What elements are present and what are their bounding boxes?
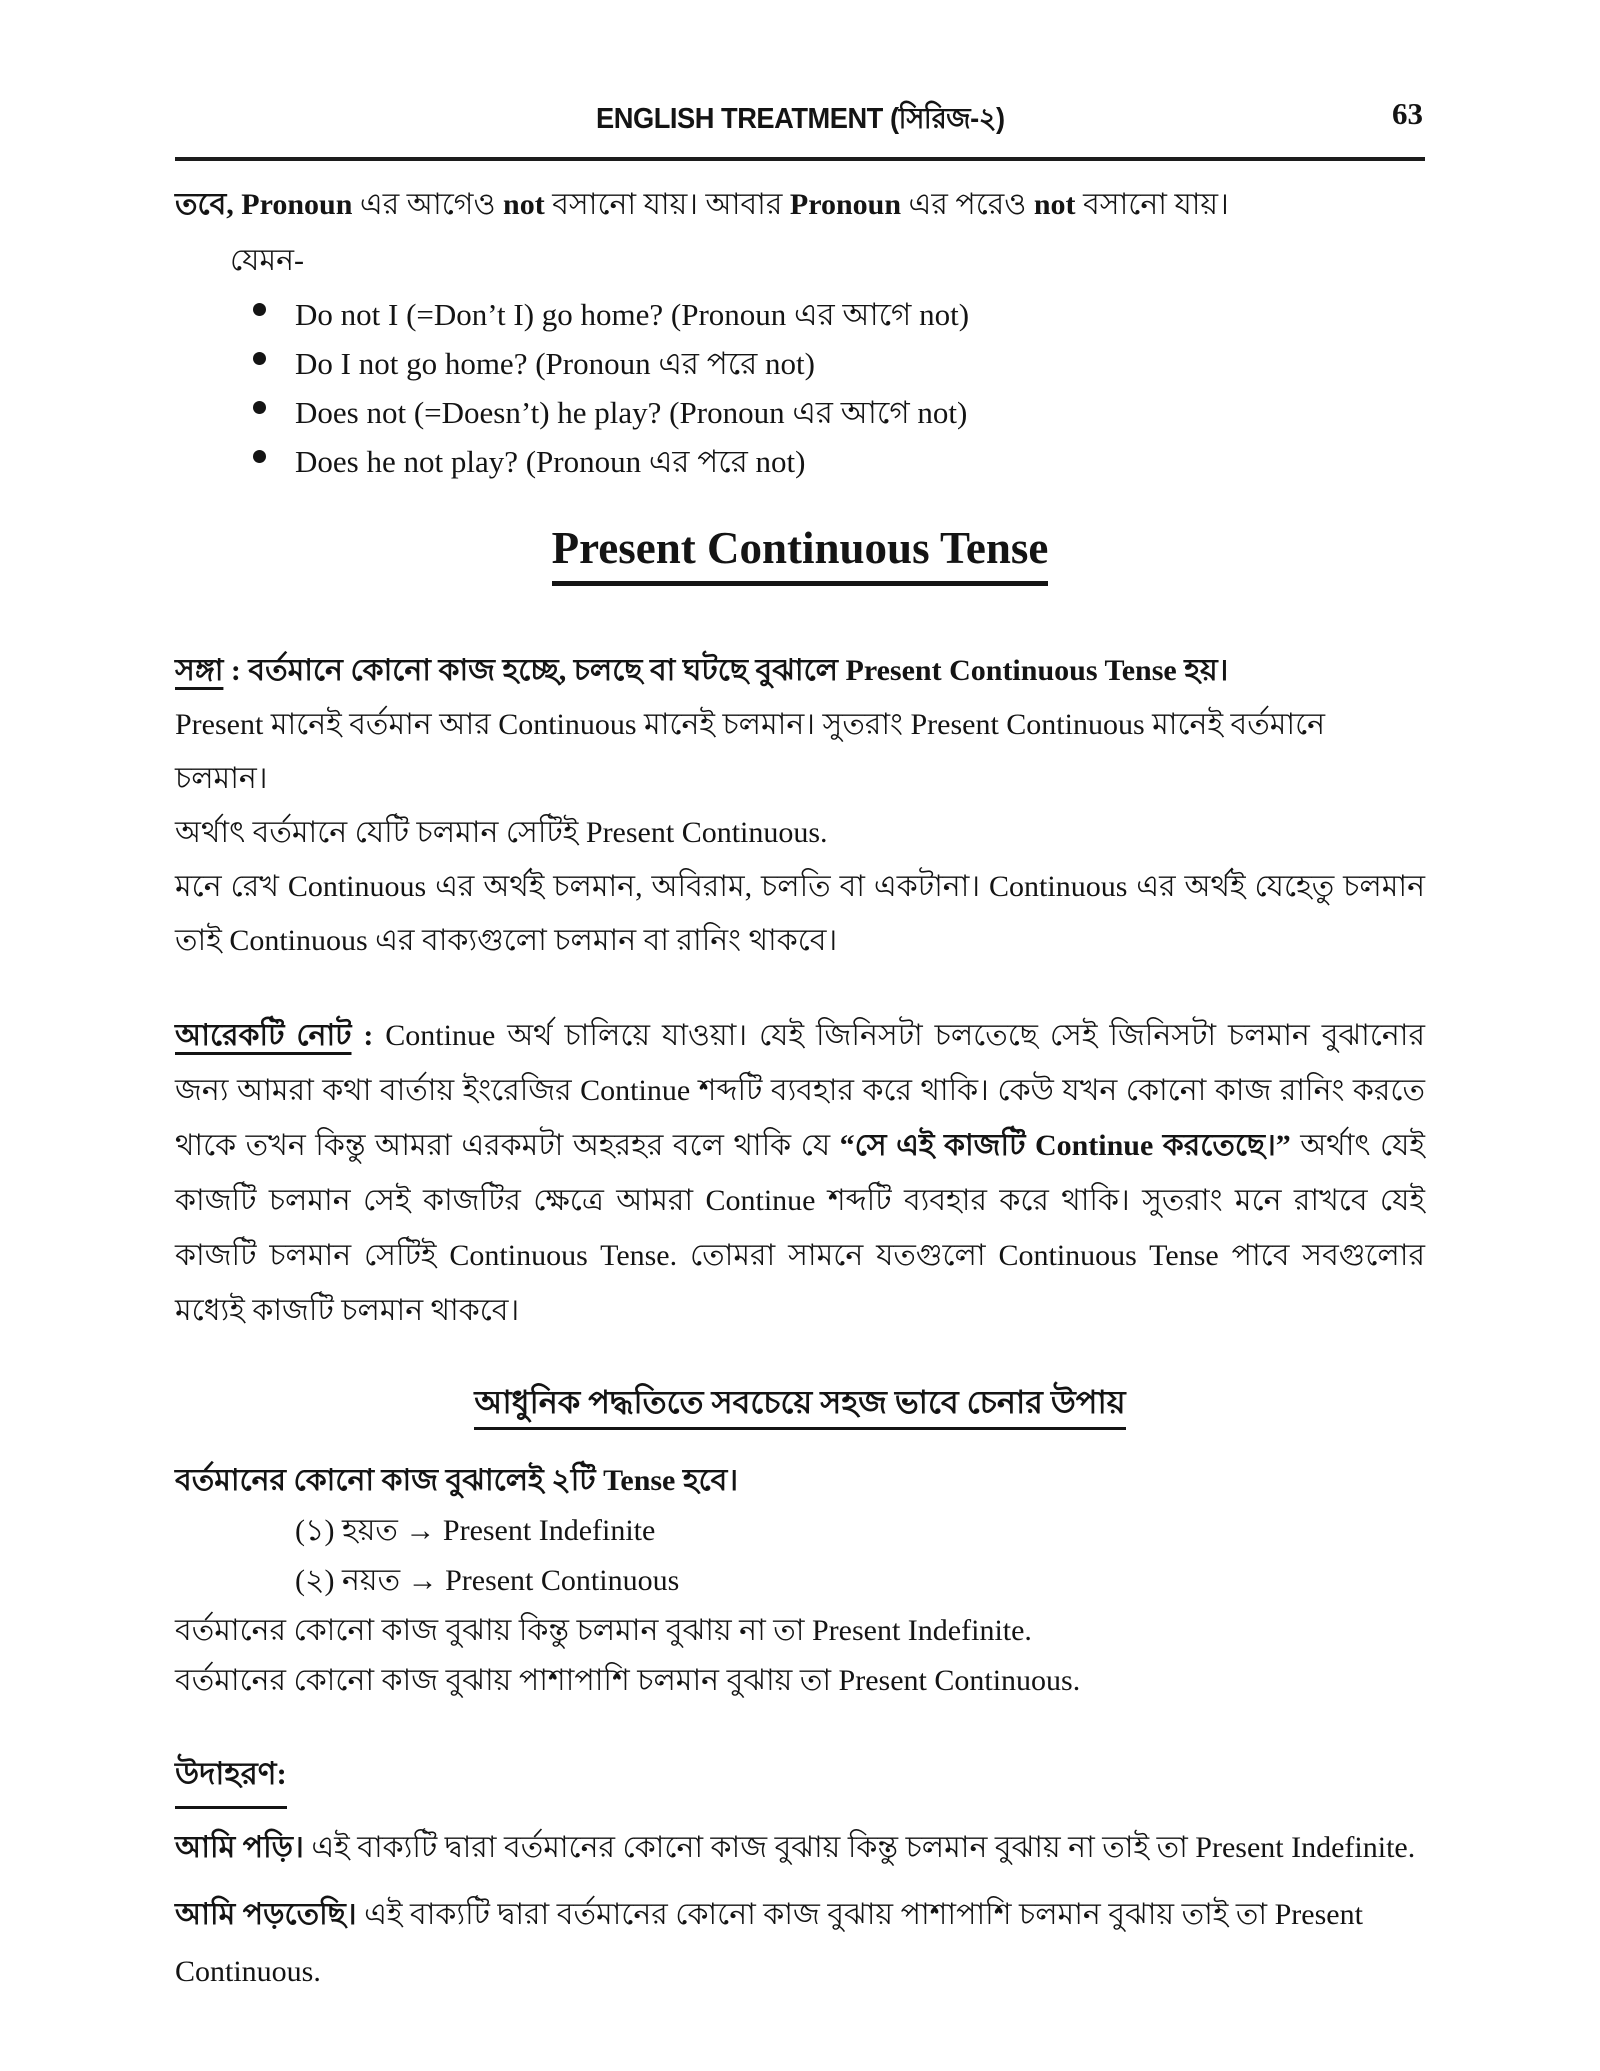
definition-line: [175, 644, 1425, 698]
bullet-icon: [253, 303, 266, 316]
list-item: [253, 348, 1425, 380]
text-run: হয়।: [1176, 654, 1229, 687]
method-rule: বর্তমানের কোনো কাজ বুঝায় পাশাপাশি চলমান বুঝায় তা Present Continuous.: [175, 1664, 1081, 1697]
examples-heading: উদাহরণ:: [175, 1750, 287, 1809]
text-run: “সে এই কাজটি Continue করতেছে।”: [839, 1129, 1291, 1162]
section-title: Present Continuous Tense: [552, 522, 1049, 586]
page-header: [175, 96, 1425, 145]
body-paragraph: মনে রেখ Continuous এর অর্থই চলমান, অবিরাম, চলতি বা একটানা। Continuous এর অর্থই যেহেতু চলমান তাই Continuous এর বাক্যগুলো চলমান বা রানিং থাকবে।: [175, 870, 1425, 957]
question-text: Does he not play? (Pronoun এর পরে not): [295, 444, 806, 479]
text-run: এর পরেও: [901, 188, 1034, 221]
text-run: বর্তমানে কোনো কাজ হচ্ছে, চলছে বা ঘটছে বুঝালে: [248, 654, 846, 687]
text-run: Continue অর্থ চালিয়ে যাওয়া। যেই জিনিসটা চলতেছে সেই জিনিসটা চলমান বুঝানোর জন্য আমরা কথা বার্তায় ইংরেজির Continue শব্দটি ব্যবহার করে থাকি। কেউ যখন কোনো কাজ রানিং করতে থাকে তখন কিন্তু আমরা এরকমটা অহরহর বলে থাকি যে: [175, 1019, 1425, 1162]
text-run: এই বাক্যটি দ্বারা বর্তমানের কোনো কাজ বুঝায় পাশাপাশি চলমান বুঝায় তাই তা Present Continuous.: [175, 1898, 1363, 1988]
list-item: [253, 397, 1425, 429]
method-heading-wrap: [175, 1382, 1425, 1430]
example-label: যেমন-: [230, 244, 305, 277]
method-option: (২) নয়ত → Present Continuous: [295, 1564, 680, 1597]
bullet-icon: [253, 450, 266, 463]
text-run: Pronoun: [241, 188, 353, 221]
note-paragraph: [175, 1008, 1425, 1338]
list-item: [253, 299, 1425, 331]
text-run: এর আগেও: [352, 188, 504, 221]
text-run: সঙ্গা: [175, 654, 224, 687]
body-line: Present মানেই বর্তমান আর Continuous মানেই চলমান। সুতরাং Present Continuous মানেই বর্তমানে চলমান।: [175, 708, 1326, 795]
text-run: Pronoun: [789, 188, 902, 221]
text-run: এই বাক্যটি দ্বারা বর্তমানের কোনো কাজ বুঝায় কিন্তু চলমান বুঝায় না তাই তা Present Indefinite.: [303, 1831, 1416, 1864]
text-run: not: [503, 188, 545, 221]
text-run: তবে,: [175, 188, 242, 221]
header-rule: [175, 157, 1425, 161]
question-text: Do not I (=Don’t I) go home? (Pronoun এর আগে not): [295, 297, 970, 332]
text-run: আমি পড়তেছি।: [175, 1898, 357, 1931]
question-list: [175, 299, 1425, 478]
method-option: (১) হয়ত → Present Indefinite: [295, 1514, 656, 1547]
section-title-wrap: [175, 522, 1425, 586]
text-run: আরেকটি নোট: [175, 1019, 352, 1052]
running-title: ENGLISH TREATMENT (সিরিজ-২): [595, 103, 1005, 135]
example-line: [175, 1819, 1425, 1876]
bullet-icon: [253, 352, 266, 365]
text-run: আমি পড়ি।: [175, 1831, 304, 1864]
page-content: [175, 0, 1425, 2000]
text-run: অর্থাৎ যেই কাজটি চলমান সেই কাজটির ক্ষেত্রে আমরা Continue শব্দটি ব্যবহার করে থাকি। সুতরাং মনে রাখবে যেই কাজটি চলমান সেটিই Continuous Tense. তোমরা সামনে যতগুলো Continuous Tense পাবে সবগুলোর মধ্যেই কাজটি চলমান থাকবে।: [175, 1129, 1425, 1327]
body-line: অর্থাৎ বর্তমানে যেটি চলমান সেটিই Present Continuous.: [175, 816, 828, 849]
method-lead: বর্তমানের কোনো কাজ বুঝালেই ২টি Tense হবে।: [175, 1464, 739, 1497]
text-run: Present Continuous Tense: [845, 654, 1177, 687]
question-text: Do I not go home? (Pronoun এর পরে not): [295, 346, 815, 381]
text-run: বসানো যায়।: [1075, 188, 1229, 221]
page-number: 63: [1392, 96, 1423, 131]
intro-paragraph: [175, 183, 1425, 227]
bullet-icon: [253, 401, 266, 414]
text-run: বসানো যায়। আবার: [544, 188, 790, 221]
question-text: Does not (=Doesn’t) he play? (Pronoun এর আগে not): [295, 395, 968, 430]
example-line: [175, 1886, 1425, 2000]
examples-heading-wrap: [175, 1750, 1425, 1809]
list-item: [253, 446, 1425, 478]
text-run: not: [1033, 188, 1076, 221]
text-run: :: [351, 1019, 386, 1052]
text-run: :: [223, 654, 249, 687]
method-heading: আধুনিক পদ্ধতিতে সবচেয়ে সহজ ভাবে চেনার উপায়: [474, 1382, 1125, 1430]
method-rule: বর্তমানের কোনো কাজ বুঝায় কিন্তু চলমান বুঝায় না তা Present Indefinite.: [175, 1614, 1032, 1647]
